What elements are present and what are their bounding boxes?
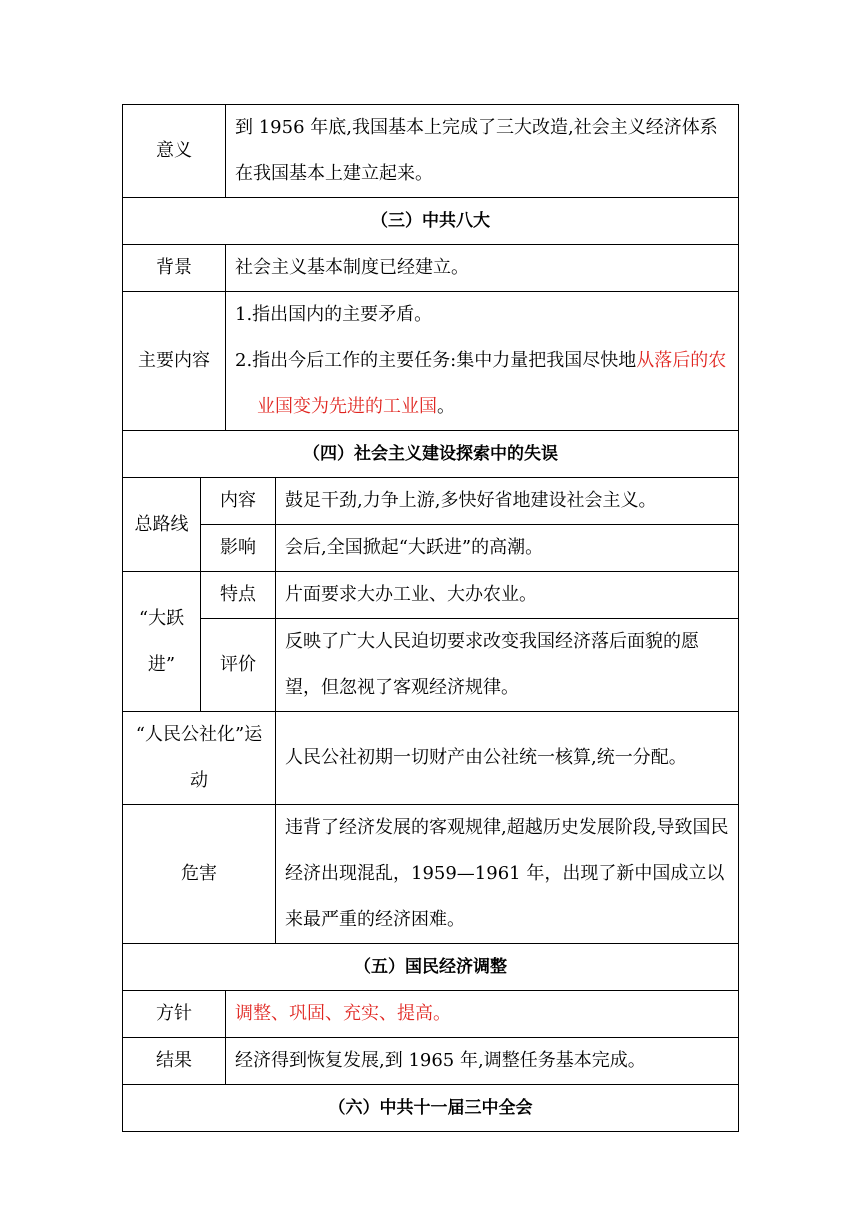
row-jieguo: [123, 1038, 739, 1085]
section-5-row: [123, 944, 739, 991]
jieguo-label: 结果: [123, 1038, 226, 1085]
pingjia-label: 评价: [201, 619, 276, 712]
section-3-row: [123, 198, 739, 245]
tedian-label: 特点: [201, 572, 276, 619]
section-6-row: [123, 1085, 739, 1132]
section-6-heading: （六）中共十一届三中全会: [123, 1085, 739, 1132]
row-zongluxian-neirong: [123, 478, 739, 525]
fangzhen-label: 方针: [123, 991, 226, 1038]
history-summary-table: [122, 104, 739, 1132]
row-zhuyao: [123, 292, 739, 431]
row-dayuejin-tedian: [123, 572, 739, 619]
renmin-label: “人民公社化”运动: [123, 712, 276, 805]
zhuyao-content: [226, 292, 739, 431]
yiyi-label: 意义: [123, 105, 226, 198]
row-fangzhen: [123, 991, 739, 1038]
zhuyao-label: 主要内容: [123, 292, 226, 431]
beijing-label: 背景: [123, 245, 226, 292]
row-weihai: [123, 805, 739, 944]
zhuyao-item-1: 1.指出国内的主要矛盾。: [235, 304, 433, 325]
jieguo-text: 经济得到恢复发展,到 1965 年,调整任务基本完成。: [226, 1038, 739, 1085]
zhuyao-item-2-end: 。: [437, 396, 455, 417]
row-dayuejin-pingjia: [123, 619, 739, 712]
weihai-text: 违背了经济发展的客观规律,超越历史发展阶段,导致国民经济出现混乱，1959—1961 年，出现了新中国成立以来最严重的经济困难。: [276, 805, 739, 944]
section-4-heading: （四）社会主义建设探索中的失误: [123, 431, 739, 478]
row-yiyi: [123, 105, 739, 198]
dayuejin-label: “大跃进”: [123, 572, 201, 712]
zhuyao-item-2: [235, 338, 734, 430]
section-5-heading: （五）国民经济调整: [123, 944, 739, 991]
renmin-text: 人民公社初期一切财产由公社统一核算,统一分配。: [276, 712, 739, 805]
zhuyao-item-2-highlight: 从落后的农业国变为先进的工业国: [257, 350, 727, 417]
weihai-label: 危害: [123, 805, 276, 944]
fangzhen-text: 调整、巩固、充实、提高。: [226, 991, 739, 1038]
yingxiang-text: 会后,全国掀起“大跃进”的高潮。: [276, 525, 739, 572]
beijing-text: 社会主义基本制度已经建立。: [226, 245, 739, 292]
row-beijing: [123, 245, 739, 292]
row-renmin: [123, 712, 739, 805]
neirong-text: 鼓足干劲,力争上游,多快好省地建设社会主义。: [276, 478, 739, 525]
section-4-row: [123, 431, 739, 478]
pingjia-text: 反映了广大人民迫切要求改变我国经济落后面貌的愿望，但忽视了客观经济规律。: [276, 619, 739, 712]
neirong-label: 内容: [201, 478, 276, 525]
section-3-heading: （三）中共八大: [123, 198, 739, 245]
yingxiang-label: 影响: [201, 525, 276, 572]
yiyi-text: 到 1956 年底,我国基本上完成了三大改造,社会主义经济体系在我国基本上建立起来。: [226, 105, 739, 198]
tedian-text: 片面要求大办工业、大办农业。: [276, 572, 739, 619]
zhuyao-item-2-text: 2.指出今后工作的主要任务:集中力量把我国尽快地: [235, 350, 637, 371]
row-zongluxian-yingxiang: [123, 525, 739, 572]
zongluxian-label: 总路线: [123, 478, 201, 572]
